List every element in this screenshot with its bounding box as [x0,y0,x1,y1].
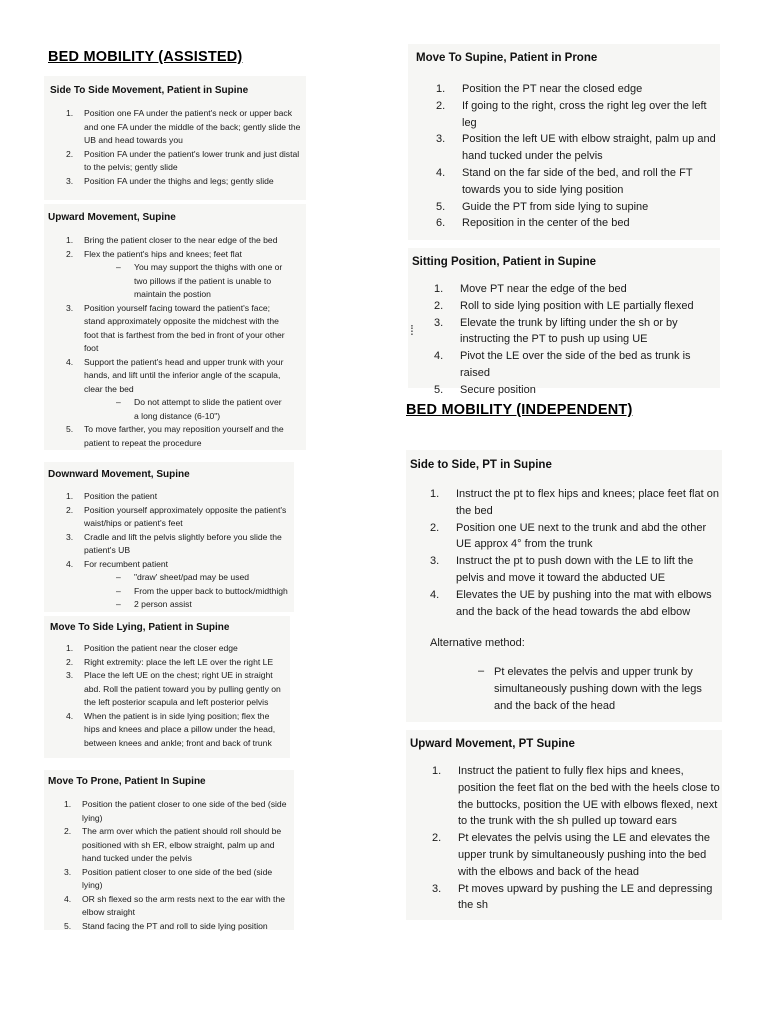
step-list [434,281,720,399]
list-item: 3. Position the left UE with elbow straight, palm up and hand tucked under the pelvis [436,133,716,163]
list-item: 1. Position one FA under the patient's neck or upper back and one FA under the middle of the back; gently slide the UB and head towards you [66,108,301,145]
list-item: 1. Bring the patient closer to the near edge of the bed [66,235,278,245]
section-title: Side To Side Movement, Patient in Supine [50,85,249,96]
list-item: 3. Position FA under the thighs and legs; gently slide [66,175,274,186]
list-item: 1. Position the patient closer to one side of the bed (side lying) [64,799,287,823]
list-item: 3. Elevate the trunk by lifting under the sh or by instructing the PT to push up using UE [434,316,678,346]
list-item: 1. Position the PT near the closed edge [436,83,643,95]
step-list [66,642,286,750]
alternative-method-text: Pt elevates the pelvis and upper trunk by simultaneously pushing down with the legs and the back of the head [494,666,702,712]
list-item: 4. OR sh flexed so the arm rests next to the ear with the elbow straight [64,893,286,917]
list-item: 2. Right extremity: place the left LE over the right LE [66,656,274,667]
section-title: Upward Movement, PT Supine [410,738,575,750]
section-title: Move To Supine, Patient in Prone [416,52,598,64]
list-item: 2. Flex the patient's hips and knees; feet flat – You may support the thighs with one or two pillows if the patient is unable to maintain the postion [66,248,288,302]
step-list [430,486,720,620]
step-list [66,234,288,450]
list-item: 4. When the patient is in side lying position; flex the hips and knees and place a pillow under the head, between knees and ankle; front and back of trunk [66,710,276,748]
section-title: Sitting Position, Patient in Supine [412,256,596,268]
assisted-heading: BED MOBILITY (ASSISTED) [48,49,243,65]
list-item: 4. For recumbent patient – "draw' sheet/pad may be used – From the upper back to buttock/midthigh – 2 person assist [66,558,290,612]
list-item: 2. Position yourself approximately opposite the patient's waist/hips or patient's feet [66,504,287,528]
section-title: Side to Side, PT in Supine [410,459,552,471]
list-item: 4. Support the patient's head and upper trunk with your hands, and lift until the inferior angle of the scapula, clear the bed – Do not attempt to slide the patient over a long distance (6-10") [66,356,288,424]
list-item: 2. Position FA under the patient's lower trunk and just distal to the pelvis; gently slide [66,148,300,172]
step-list [66,490,290,612]
list-item: 2. Pt elevates the pelvis using the LE and elevates the upper trunk by simultaneously pushing into the bed with the elbows and back of the head [432,832,710,878]
section-title: Downward Movement, Supine [48,469,190,480]
margin-scribble-icon: ⁞ [410,322,414,338]
sub-item: – Do not attempt to slide the patient over a long distance (6-10") [116,396,288,423]
list-item: 1. Instruct the pt to flex hips and knees; place feet flat on the bed [430,488,719,517]
section-title: Move To Side Lying, Patient in Supine [50,622,230,633]
list-item: 1. Move PT near the edge of the bed [434,283,627,295]
sub-item: – "draw' sheet/pad may be used [116,571,290,585]
list-item: 2. The arm over which the patient should roll should be positioned with sh ER, elbow straight, palm up and hand tucked under the pelvis [64,826,282,863]
list-item: 1. Position the patient [66,491,158,501]
list-item: 1. Instruct the patient to fully flex hips and knees, position the feet flat on the bed with the heels close to the buttocks, position the UE with elbows flexed, next to the trunk with the sh pulled up toward ears [432,765,720,828]
list-item: 5. Guide the PT from side lying to supine [436,200,649,213]
sub-item: – 2 person assist [116,598,290,612]
list-item: 3. Pt moves upward by pushing the LE and depressing the sh [432,882,713,912]
list-item: 4. Elevates the UE by pushing into the mat with elbows and the back of the head towards the abd elbow [430,588,712,618]
list-item: 4. Stand on the far side of the bed, and roll the FT towards you to side lying position [436,166,693,196]
list-item: 3. Position patient closer to one side of the bed (side lying) [64,866,273,890]
step-list [64,798,288,933]
step-list [436,81,720,232]
list-item: 2. Roll to side lying position with LE partially flexed [434,299,694,312]
list-item: 3. Position yourself facing toward the patient's face; stand approximately opposite the midchest with the foot that is farthest from the bed in front of your other foot [66,302,285,353]
independent-heading: BED MOBILITY (INDEPENDENT) [406,402,633,418]
list-item: 3. Instruct the pt to push down with the LE to lift the pelvis and move it toward the abducted UE [430,555,694,584]
sub-item: – From the upper back to buttock/midthigh [116,585,290,599]
section-title: Upward Movement, Supine [48,212,176,223]
list-item: 3. Cradle and lift the pelvis slightly before you slide the patient's UB [66,531,282,555]
sub-item: – You may support the thighs with one or two pillows if the patient is unable to maintain the postion [116,261,288,302]
list-item: 5. To move farther, you may reposition yourself and the patient to repeat the procedure [66,424,284,448]
step-list [432,763,720,914]
list-item: 1. Position the patient near the closer edge [66,643,238,653]
list-item: 5. Secure position [434,383,536,396]
list-item: 5. Stand facing the PT and roll to side lying position [64,920,268,931]
list-item: 2. If going to the right, cross the right leg over the left leg [436,99,707,129]
list-item: 6. Reposition in the center of the bed [436,217,630,230]
list-item: 4. Pivot the LE over the side of the bed as trunk is raised [434,350,691,379]
list-item: 2. Position one UE next to the trunk and abd the other UE approx 4° from the trunk [430,521,707,551]
dash-bullet: – [478,665,485,677]
step-list [66,107,302,188]
section-title: Move To Prone, Patient In Supine [48,776,206,787]
alternative-method-label: Alternative method: [430,637,525,649]
list-item: 3. Place the left UE on the chest; right UE in straight abd. Roll the patient toward you by pulling gently on the left posterior scapula and left posterior pelvis [66,670,281,707]
